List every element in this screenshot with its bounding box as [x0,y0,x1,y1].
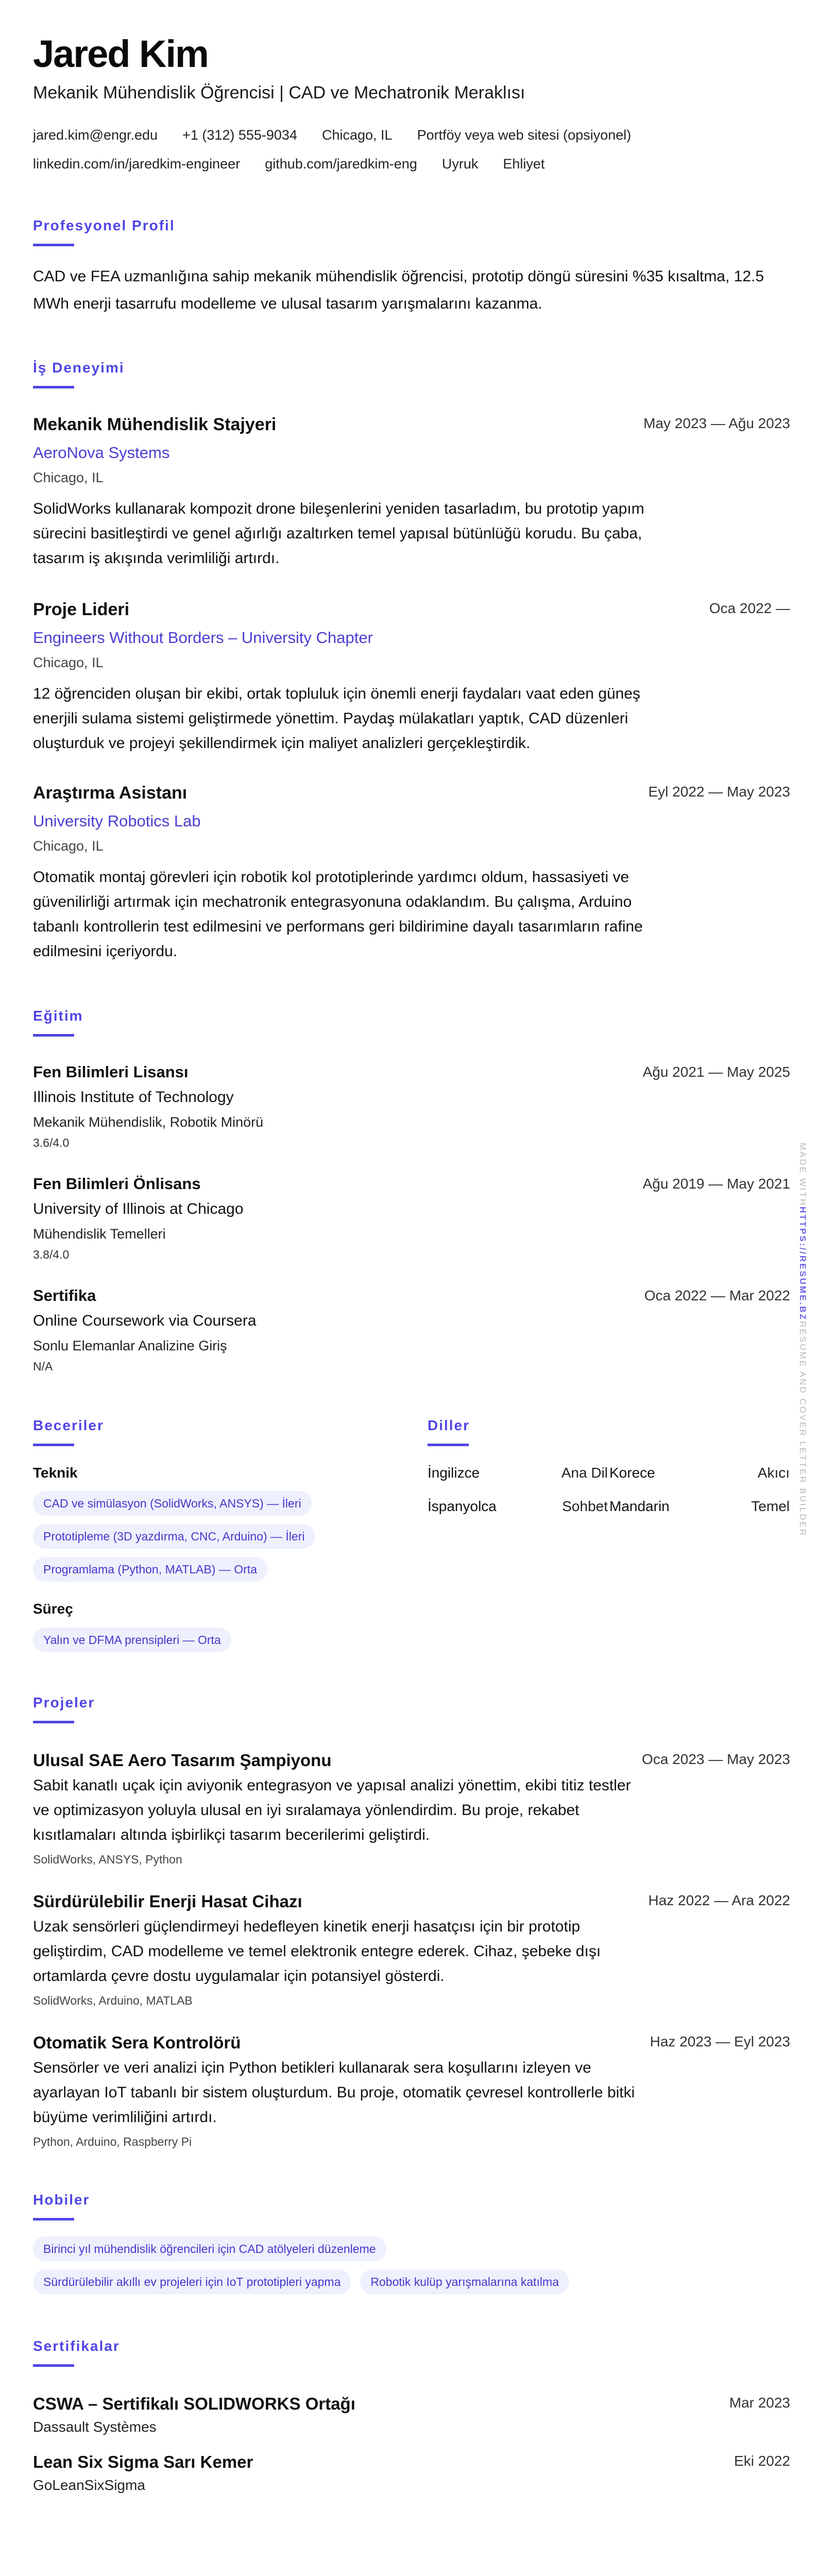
hobby-tag: Birinci yıl mühendislik öğrencileri için CAD atölyeleri düzenleme [33,2236,386,2261]
section-title: Projeler [33,1694,95,1710]
watermark-link[interactable]: HTTPS://RESUME.BZ [798,1207,808,1321]
job-description: 12 öğrenciden oluşan bir ekibi, ortak topluluk için önemli enerji faydaları vaat eden güneş enerjili sulama sistemi geliştirmede yönettim. Paydaş mülakatları yaptık, CAD düzenleri oluşturduk ve projeyi şekillendirmek için maliyet analizleri gerçekleştirdik. [33,685,641,752]
candidate-name: Jared Kim [33,32,208,75]
project-description: Uzak sensörleri güçlendirmeyi hedefleyen kinetik enerji hasatçısı için bir prototip geliştirdim, CAD modelleme ve temel elektronik entegre ederek. Cihaz, şebeke dışı ortamlarda çevre dostu uygulamalar için potansiyel gösterdi. [33,1918,601,1985]
school: University of Illinois at Chicago [33,1200,244,1217]
degree: Fen Bilimleri Önlisans [33,1175,201,1193]
contact-location: Chicago, IL [321,127,393,143]
skills-section [33,1415,428,1652]
gpa: 3.8/4.0 [33,1248,70,1261]
section-title: Hobiler [33,2192,90,2208]
job-description: SolidWorks kullanarak kompozit drone bileşenlerini yeniden tasarladım, bu prototip yapım sürecini basitleştirdi ve genel ağırlığı azaltırken temel yapısal bütünlüğü korudu. Bu çaba, tasarım iş akışında verimliliği artırdı. [33,500,644,567]
education-entry [33,1174,790,1262]
contact-email[interactable]: jared.kim@engr.edu [33,127,158,143]
candidate-headline: Mekanik Mühendislik Öğrencisi | CAD ve Mechatronik Meraklısı [33,83,525,103]
contact-portfolio[interactable]: Portföy veya web sitesi (opsiyonel) [417,127,632,143]
section-title: Beceriler [33,1417,104,1433]
gpa: N/A [33,1360,53,1373]
profile-text: CAD ve FEA uzmanlığına sahip mekanik mühendislik öğrencisi, prototip döngü süresini %35 kısaltma, 12.5 MWh enerji tasarrufu modelleme ve ulusal tasarım yarışmalarını kazanma. [33,268,764,312]
job-company: University Robotics Lab [33,812,201,830]
contact-nationality: Uyruk [441,156,479,172]
section-underline [428,1444,469,1446]
project-dates: Haz 2022 — Ara 2022 [648,1892,790,1908]
project-technologies: SolidWorks, Arduino, MATLAB [33,1994,193,2007]
field-of-study: Mühendislik Temelleri [33,1226,166,1242]
language-level: Temel [751,1498,790,1514]
language-level: Sohbet [562,1498,608,1514]
skill-list [33,1628,428,1652]
degree: Fen Bilimleri Lisansı [33,1063,189,1081]
project-entry [33,1749,790,1867]
education-dates: Oca 2022 — Mar 2022 [644,1287,790,1303]
project-entry [33,1890,790,2008]
profile-section [33,215,790,317]
experience-section [33,358,790,964]
certification-entry [33,2451,790,2496]
project-name: Ulusal SAE Aero Tasarım Şampiyonu [33,1751,332,1770]
gpa: 3.6/4.0 [33,1136,70,1149]
contact-linkedin[interactable]: linkedin.com/in/jaredkim-engineer [33,156,241,172]
contact-github[interactable]: github.com/jaredkim-eng [265,156,417,172]
job-dates: Oca 2022 — [709,600,790,616]
project-description: Sabit kanatlı uçak için aviyonik entegrasyon ve yapısal analizi yönettim, ekibi titiz testler ve optimizasyon yoluyla ulusal en iyi sıralamaya yönlendirdim. Bu proje, rekabet kısıtlamaları altında işbirlikçi tasarım becerilerimi geliştirdi. [33,1777,631,1843]
project-technologies: Python, Arduino, Raspberry Pi [33,2135,192,2148]
language-name: Mandarin [609,1498,670,1514]
project-name: Sürdürülebilir Enerji Hasat Cihazı [33,1892,302,1911]
languages-section [428,1415,790,1652]
education-entry [33,1062,790,1150]
certification-issuer: Dassault Systèmes [33,2419,157,2435]
job-role: Araştırma Asistanı [33,783,188,803]
education-dates: Ağu 2019 — May 2021 [642,1176,790,1192]
job-company: AeroNova Systems [33,444,170,462]
job-role: Mekanik Mühendislik Stajyeri [33,415,277,434]
language-item [428,1497,608,1516]
language-name: İngilizce [428,1465,480,1481]
resume-header [33,31,790,174]
skill-group-title: Teknik [33,1465,78,1481]
section-underline [33,386,74,388]
degree: Sertifika [33,1286,96,1304]
section-underline [33,1444,74,1446]
section-underline [33,1721,74,1723]
job-entry [33,413,790,571]
skill-tag: Yalın ve DFMA prensipleri — Orta [33,1628,231,1652]
contact-license: Ehliyet [503,156,545,172]
section-underline [33,244,74,246]
language-list [428,1464,790,1516]
section-title: Diller [428,1417,470,1433]
certification-issuer: GoLeanSixSigma [33,2477,145,2493]
language-item [609,1464,790,1482]
job-location: Chicago, IL [33,655,104,670]
watermark-suffix: RESUME AND COVER LETTER BUILDER [798,1321,808,1537]
field-of-study: Sonlu Elemanlar Analizine Giriş [33,1338,227,1353]
job-role: Proje Lideri [33,600,130,619]
job-entry [33,782,790,964]
language-item [609,1497,790,1516]
job-dates: Eyl 2022 — May 2023 [648,784,790,800]
project-entry [33,2031,790,2149]
language-level: Ana Dil [561,1465,608,1481]
job-description: Otomatik montaj görevleri için robotik kol prototiplerinde yardımcı oldum, hassasiyeti ve güvenilirliği artırmak için mechatronik entegrasyonuna odaklandım. Bu çalışma, Arduino tabanlı kontrollerin test edilmesini ve performans geri bildirimine dayalı tasarımların rafine edilmesini içeriyordu. [33,869,643,960]
education-dates: Ağu 2021 — May 2025 [642,1064,790,1080]
watermark-prefix: MADE WITH [798,1143,808,1207]
skill-tag: Programlama (Python, MATLAB) — Orta [33,1557,267,1582]
job-location: Chicago, IL [33,470,104,485]
certification-name: CSWA – Sertifikalı SOLIDWORKS Ortağı [33,2394,355,2413]
field-of-study: Mekanik Mühendislik, Robotik Minörü [33,1114,264,1130]
contact-list [33,125,790,174]
job-dates: May 2023 — Ağu 2023 [643,415,790,431]
language-item [428,1464,608,1482]
certification-entry [33,2393,790,2437]
resume [33,31,790,2496]
certification-date: Mar 2023 [729,2395,790,2411]
hobbies-section [33,2190,790,2294]
skill-tag: Prototipleme (3D yazdırma, CNC, Arduino) — İleri [33,1524,315,1549]
project-dates: Haz 2023 — Eyl 2023 [650,2033,790,2049]
job-location: Chicago, IL [33,838,104,854]
school: Online Coursework via Coursera [33,1312,257,1329]
watermark [797,1143,808,1537]
skill-tag: CAD ve simülasyon (SolidWorks, ANSYS) — İleri [33,1491,312,1516]
job-company: Engineers Without Borders – University Chapter [33,629,373,647]
section-title: İş Deneyimi [33,360,125,376]
section-underline [33,1034,74,1037]
certification-name: Lean Six Sigma Sarı Kemer [33,2452,253,2471]
skill-group-title: Süreç [33,1601,73,1617]
section-title: Sertifikalar [33,2338,120,2354]
hobby-tag: Sürdürülebilir akıllı ev projeleri için IoT prototipleri yapma [33,2269,351,2294]
certification-date: Eki 2022 [734,2453,790,2469]
section-title: Eğitim [33,1008,83,1024]
school: Illinois Institute of Technology [33,1089,234,1106]
projects-section [33,1692,790,2149]
skills-languages-row [33,1415,790,1652]
hobby-list [33,2236,651,2294]
hobby-tag: Robotik kulüp yarışmalarına katılma [360,2269,569,2294]
language-name: Korece [609,1465,655,1481]
skill-list [33,1491,428,1582]
education-entry [33,1285,790,1374]
section-title: Profesyonel Profil [33,217,175,233]
job-entry [33,598,790,756]
language-level: Akıcı [757,1465,790,1481]
project-description: Sensörler ve veri analizi için Python betikleri kullanarak sera koşullarını izleyen ve ayarlayan IoT tabanlı bir sistem oluşturdum. Bu proje, otomatik çevresel kontrollerle bitki büyüme verimliliğini artırdı. [33,2059,635,2126]
project-name: Otomatik Sera Kontrolörü [33,2033,241,2052]
section-underline [33,2218,74,2221]
contact-phone[interactable]: +1 (312) 555-9034 [182,127,297,143]
language-name: İspanyolca [428,1498,497,1514]
project-dates: Oca 2023 — May 2023 [642,1751,790,1767]
education-section [33,1006,790,1374]
certifications-section [33,2336,790,2496]
project-technologies: SolidWorks, ANSYS, Python [33,1853,182,1866]
section-underline [33,2364,74,2367]
